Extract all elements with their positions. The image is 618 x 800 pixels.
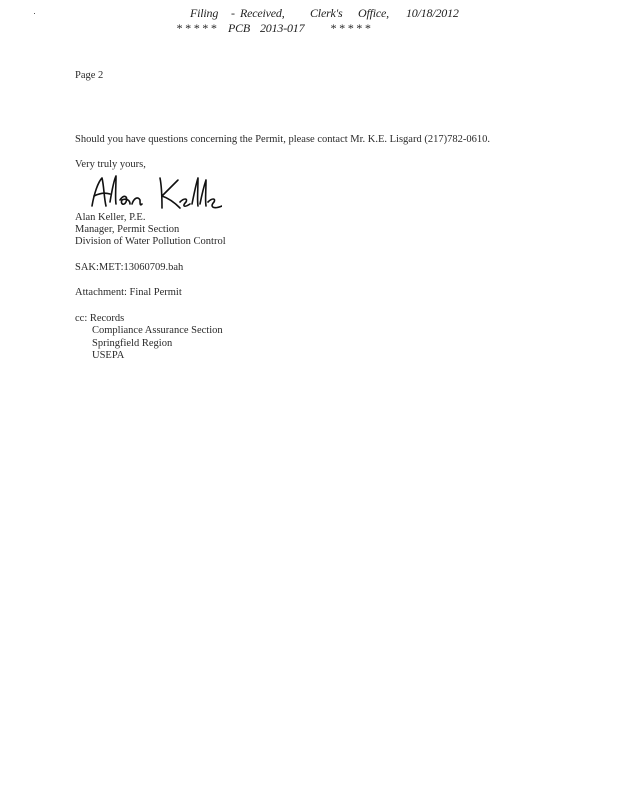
reference-code: SAK:MET:13060709.bah	[75, 262, 184, 273]
stamp-pcb: PCB	[228, 21, 251, 35]
cc-item-springfield: Springfield Region	[92, 338, 173, 349]
closing-question: Should you have questions concerning the Permit, please contact Mr. K.E. Lisgard (217)782-0610.	[75, 134, 490, 145]
stamp-stars-right: * * * * *	[330, 21, 371, 35]
stamp-office: Office,	[358, 6, 389, 20]
stamp-dash: -	[231, 6, 235, 20]
signer-title: Manager, Permit Section	[75, 224, 180, 235]
stamp-date: 10/18/2012	[406, 6, 459, 20]
filing-stamp-line-1	[0, 6, 618, 20]
cc-label: cc: Records	[75, 313, 125, 324]
filing-stamp-line-2	[0, 21, 618, 35]
stamp-docket: 2013-017	[260, 21, 305, 35]
stamp-stars-left: * * * * *	[176, 21, 217, 35]
stamp-filing: Filing	[190, 6, 219, 20]
scan-dot	[34, 13, 35, 14]
signer-division: Division of Water Pollution Control	[75, 236, 226, 247]
salutation: Very truly yours,	[75, 159, 146, 170]
signer-name: Alan Keller, P.E.	[75, 212, 146, 223]
cc-item-compliance: Compliance Assurance Section	[92, 325, 223, 336]
stamp-clerks: Clerk's	[310, 6, 343, 20]
page-label: Page 2	[75, 70, 104, 81]
stamp-received: Received,	[240, 6, 285, 20]
cc-item-usepa: USEPA	[92, 350, 125, 361]
attachment-line: Attachment: Final Permit	[75, 287, 182, 298]
